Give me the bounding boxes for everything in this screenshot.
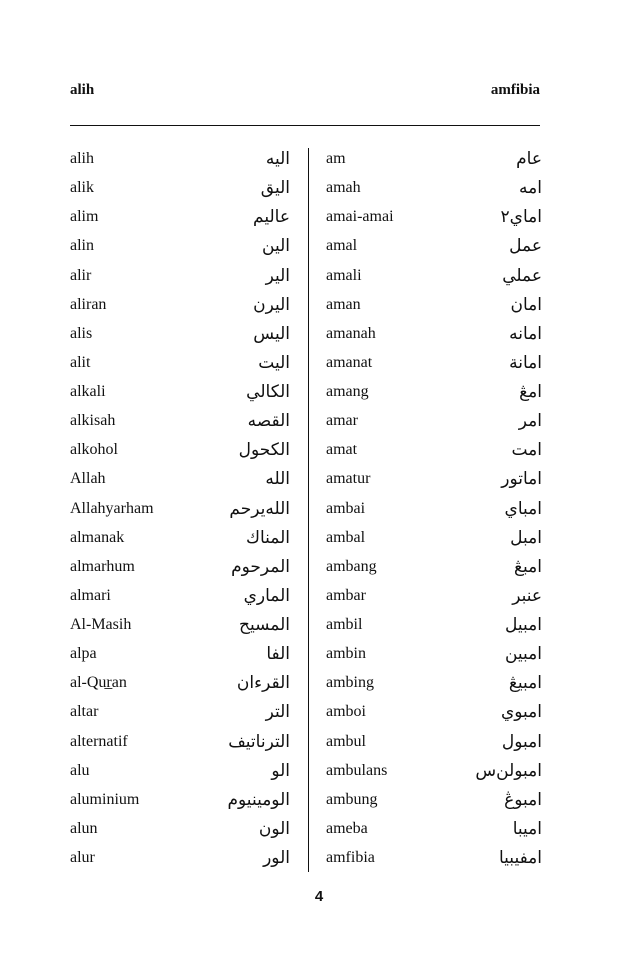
entry-jawi-word: اليه — [265, 149, 290, 169]
entry-rumi-word: alis — [70, 324, 93, 342]
entry-rumi-word: alun — [70, 819, 98, 837]
dictionary-entry — [70, 466, 290, 495]
dictionary-entry — [326, 379, 542, 408]
entry-jawi-word: امباي — [504, 498, 542, 519]
entry-jawi-word: امه — [519, 178, 542, 199]
entry-rumi-word: amanat — [326, 353, 373, 371]
dictionary-entry — [70, 554, 290, 583]
entry-jawi-word: الكالي — [246, 382, 290, 402]
dictionary-entry — [326, 554, 542, 583]
entry-rumi-word: amang — [326, 383, 369, 400]
entry-rumi-word: amat — [326, 441, 358, 459]
entry-rumi-word: amanah — [326, 324, 376, 342]
entry-jawi-word: امبوڠ — [504, 789, 542, 810]
dictionary-entry — [326, 437, 542, 466]
entry-rumi-word: amfibia — [326, 849, 375, 866]
entry-jawi-word: عاليم — [253, 207, 290, 228]
left-column — [70, 146, 290, 874]
entry-rumi-word: alit — [70, 353, 91, 371]
entry-rumi-word: altar — [70, 703, 99, 721]
column-divider — [308, 148, 309, 872]
dictionary-entry — [70, 204, 290, 233]
entry-rumi-word: ambar — [326, 586, 366, 604]
dictionary-entry — [326, 583, 542, 612]
entry-jawi-word: امبيڠ — [508, 673, 542, 694]
dictionary-entry — [326, 350, 542, 379]
dictionary-entry — [70, 146, 290, 175]
dictionary-entry — [326, 758, 542, 787]
entry-jawi-word: اليرن — [253, 294, 290, 315]
entry-jawi-word: اليت — [258, 352, 290, 373]
entry-rumi-word: aluminium — [70, 790, 140, 808]
dictionary-entry — [326, 175, 542, 204]
entry-jawi-word: عملي — [502, 265, 542, 286]
entry-rumi-word: amboi — [326, 703, 366, 721]
dictionary-entry — [70, 437, 290, 466]
entry-rumi-word: alin — [70, 237, 94, 255]
entry-jawi-word: امبول — [501, 731, 542, 752]
dictionary-entry — [326, 146, 542, 175]
entry-jawi-word: امبيل — [505, 615, 542, 635]
entry-jawi-word: الماري — [243, 585, 290, 606]
entry-rumi-word: amatur — [326, 470, 371, 488]
entry-jawi-word: عمل — [509, 236, 542, 257]
entry-rumi-word: ambang — [326, 557, 377, 575]
entry-jawi-word: الين — [262, 236, 290, 257]
entry-rumi-word: almarhum — [70, 557, 135, 575]
entry-rumi-word: ambin — [326, 645, 366, 663]
dictionary-entry — [70, 612, 290, 641]
entry-jawi-word: امبين — [504, 644, 542, 665]
entry-jawi-word: الو — [271, 760, 290, 781]
dictionary-entry — [326, 321, 542, 350]
entry-jawi-word: الفا — [266, 644, 290, 665]
entry-rumi-word: am — [326, 150, 346, 167]
entry-rumi-word: alir — [70, 266, 92, 284]
entry-jawi-word: امبڠ — [513, 556, 542, 577]
dictionary-entry — [326, 466, 542, 495]
entry-jawi-word: عام — [516, 149, 542, 169]
entry-rumi-word: amar — [326, 412, 358, 430]
entry-rumi-word: aliran — [70, 295, 107, 313]
entry-rumi-word: Allahyarham — [70, 499, 154, 517]
entry-rumi-word: alternatif — [70, 732, 128, 750]
entry-rumi-word: alu — [70, 761, 90, 779]
entry-rumi-word: almari — [70, 586, 111, 604]
dictionary-entry — [326, 408, 542, 437]
entry-jawi-word: امت — [511, 440, 542, 461]
entry-jawi-word: اليس — [253, 323, 290, 344]
entry-rumi-word: amah — [326, 179, 361, 197]
entry-rumi-word: alih — [70, 150, 94, 167]
entry-jawi-word: امان — [510, 294, 542, 315]
dictionary-entry — [70, 670, 290, 699]
dictionary-entry — [326, 496, 542, 525]
header-first-word: alih — [70, 82, 95, 98]
dictionary-entry — [70, 845, 290, 874]
entry-rumi-word: amal — [326, 237, 358, 255]
dictionary-entry — [326, 729, 542, 758]
entry-rumi-word: al-Qur̲an — [70, 674, 127, 692]
dictionary-entry — [70, 699, 290, 728]
entry-jawi-word: الله — [265, 469, 290, 490]
dictionary-entry — [70, 758, 290, 787]
entry-rumi-word: alik — [70, 179, 94, 197]
entry-rumi-word: Allah — [70, 470, 106, 488]
dictionary-entry — [326, 845, 542, 874]
entry-rumi-word: alkisah — [70, 412, 116, 430]
dictionary-entry — [70, 292, 290, 321]
dictionary-entry — [326, 699, 542, 728]
entry-jawi-word: عنبر — [512, 585, 542, 606]
dictionary-entry — [326, 525, 542, 554]
entry-jawi-word: امانه — [509, 323, 542, 344]
entry-rumi-word: alkali — [70, 383, 106, 400]
entry-rumi-word: ambal — [326, 528, 366, 546]
entry-jawi-word: اميبا — [512, 818, 542, 839]
entry-rumi-word: alpa — [70, 645, 97, 663]
entry-jawi-word: الله‌يرحم — [229, 498, 290, 519]
entry-rumi-word: ambing — [326, 674, 374, 692]
entry-rumi-word: alkohol — [70, 441, 118, 459]
dictionary-entry — [326, 204, 542, 233]
header-rule — [70, 125, 540, 126]
entry-jawi-word: المرحوم — [231, 556, 290, 577]
entry-jawi-word: الير — [265, 265, 290, 286]
entry-rumi-word: amali — [326, 266, 362, 284]
dictionary-entry — [70, 729, 290, 758]
entry-jawi-word: اليق — [260, 178, 290, 199]
dictionary-entry — [70, 263, 290, 292]
entry-rumi-word: ambul — [326, 732, 366, 750]
entry-jawi-word: اماي٢ — [500, 207, 542, 228]
entry-rumi-word: ambulans — [326, 761, 388, 779]
entry-jawi-word: امانة — [509, 352, 542, 373]
entry-jawi-word: امبولن‌س — [475, 760, 542, 781]
dictionary-entry — [326, 816, 542, 845]
dictionary-entry — [70, 816, 290, 845]
entry-rumi-word: Al-Masih — [70, 616, 132, 633]
right-column — [326, 146, 542, 874]
dictionary-entry — [70, 350, 290, 379]
entry-jawi-word: امبل — [510, 527, 542, 548]
entry-rumi-word: almanak — [70, 528, 125, 546]
dictionary-entry — [326, 292, 542, 321]
running-header — [70, 82, 540, 104]
entry-jawi-word: الون — [258, 818, 290, 839]
dictionary-entry — [326, 670, 542, 699]
dictionary-entry — [326, 233, 542, 262]
entry-rumi-word: alur — [70, 849, 95, 866]
entry-jawi-word: امڠ — [519, 382, 542, 402]
entry-jawi-word: امر — [518, 411, 542, 432]
entry-jawi-word: القرءان — [236, 673, 290, 694]
dictionary-entry — [326, 641, 542, 670]
dictionary-entry — [70, 175, 290, 204]
dictionary-entry — [70, 321, 290, 350]
entry-jawi-word: المسيح — [239, 615, 290, 635]
entry-jawi-word: الكحول — [238, 440, 290, 461]
dictionary-entry — [70, 787, 290, 816]
entry-rumi-word: ambung — [326, 790, 378, 808]
entry-rumi-word: aman — [326, 295, 361, 313]
entry-jawi-word: الترناتيف — [228, 731, 290, 752]
dictionary-entry — [326, 612, 542, 641]
entry-rumi-word: ameba — [326, 819, 368, 837]
dictionary-entry — [70, 525, 290, 554]
dictionary-entry — [326, 787, 542, 816]
entry-jawi-word: المناك — [245, 527, 290, 548]
entry-jawi-word: امفيبيا — [499, 848, 542, 868]
entry-rumi-word: amai-amai — [326, 208, 394, 226]
dictionary-entry — [70, 583, 290, 612]
dictionary-entry — [70, 379, 290, 408]
entry-jawi-word: اماتور — [501, 469, 542, 490]
entry-jawi-word: امبوي — [500, 702, 542, 723]
entry-rumi-word: alim — [70, 208, 99, 226]
entry-rumi-word: ambai — [326, 499, 366, 517]
dictionary-entry — [70, 408, 290, 437]
dictionary-entry — [326, 263, 542, 292]
page-number: 4 — [314, 888, 324, 905]
header-last-word: amfibia — [490, 82, 540, 98]
entry-rumi-word: ambil — [326, 616, 363, 633]
entry-jawi-word: الومينيوم — [227, 789, 290, 810]
dictionary-entry — [70, 233, 290, 262]
dictionary-entry — [70, 496, 290, 525]
entry-jawi-word: الور — [263, 848, 290, 868]
dictionary-entry — [70, 641, 290, 670]
entry-jawi-word: التر — [265, 702, 290, 723]
entry-jawi-word: القصه — [247, 411, 290, 432]
